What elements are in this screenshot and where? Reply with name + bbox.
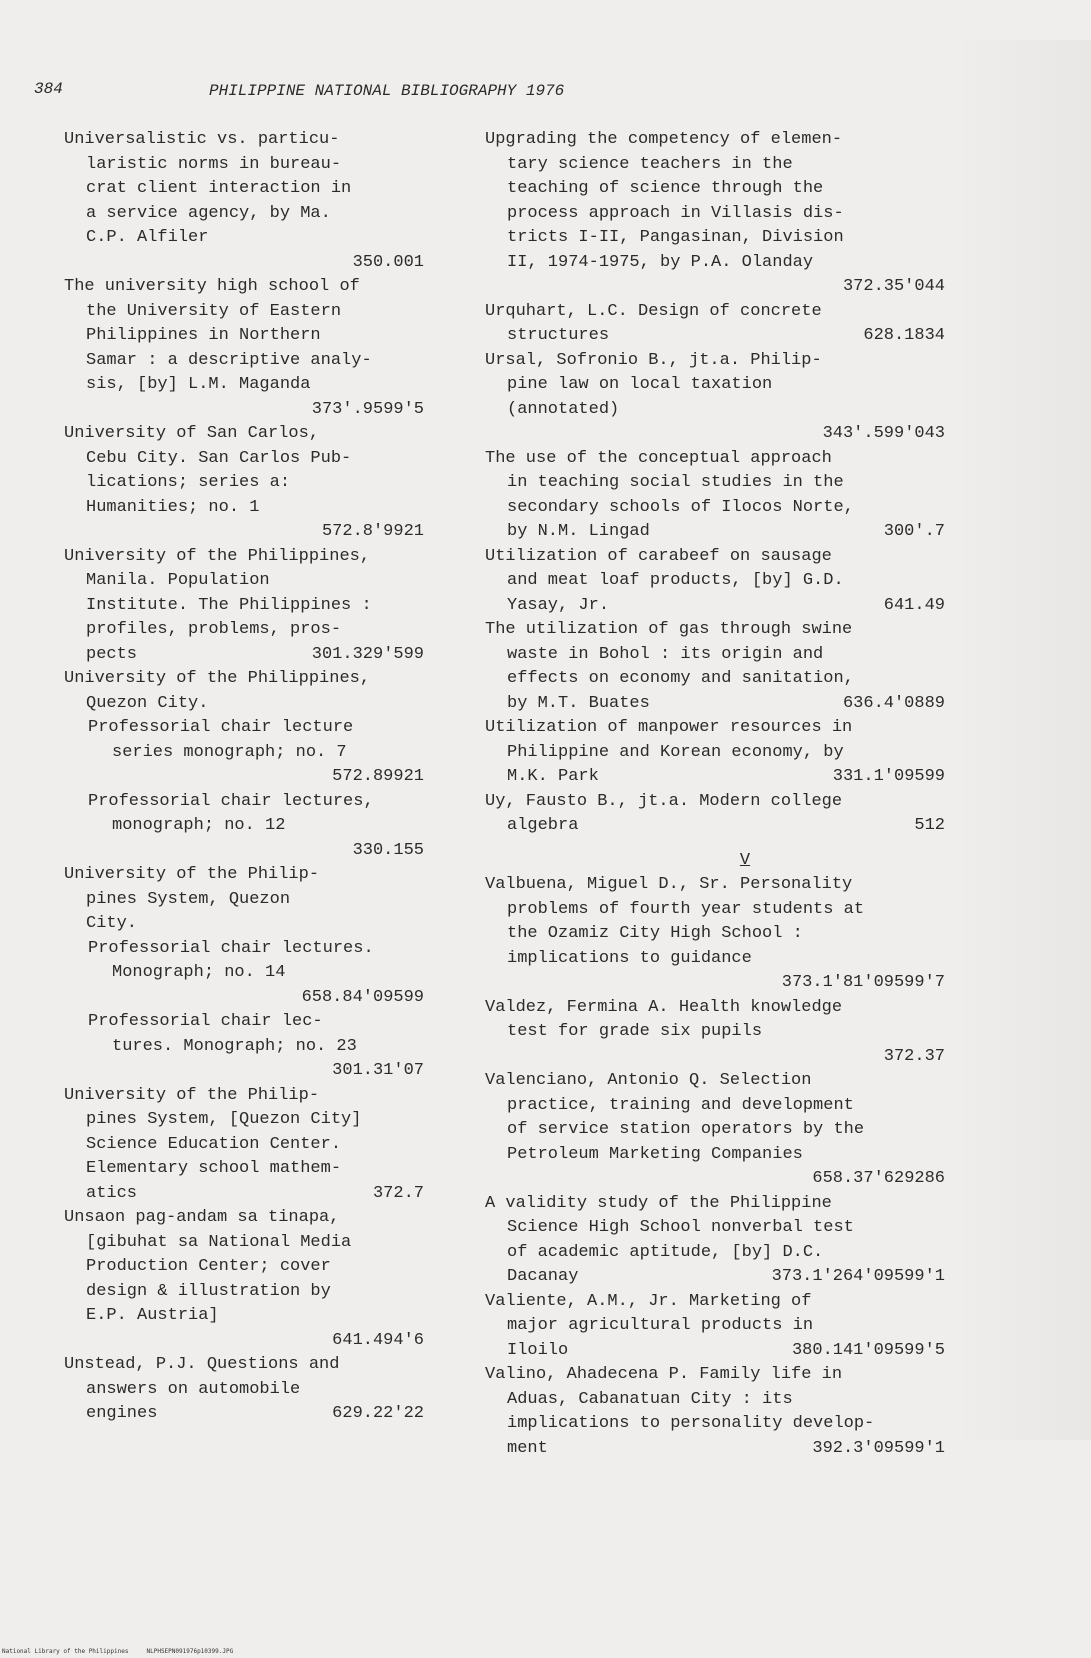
bibliography-entry — [64, 275, 424, 422]
entry-line: by N.M. Lingad — [507, 522, 650, 541]
entry-line: waste in Bohol : its origin and — [507, 644, 824, 664]
call-number: 372.35'044 — [842, 277, 945, 296]
entry-line: Uy, Fausto B., jt.a. Modern college — [485, 791, 843, 811]
entry-line: University of the Philippines, — [64, 546, 371, 566]
entry-line: a service agency, by Ma. — [86, 203, 331, 223]
call-number: 373.1'264'09599'1 — [771, 1267, 945, 1286]
entry-line: The use of the conceptual approach — [485, 448, 832, 468]
entry-line: atics — [86, 1183, 138, 1203]
entry-line: process approach in Villasis dis- — [507, 203, 844, 223]
call-number: 372.37 — [883, 1046, 945, 1066]
entry-line: M.K. Park — [507, 767, 599, 786]
entry-line: and meat loaf products, [by] G.D. — [507, 571, 844, 590]
entry-line: major agricultural products in — [507, 1316, 814, 1335]
entry-line: answers on automobile — [86, 1379, 301, 1399]
bibliography-entry — [485, 716, 945, 790]
entry-line: Quezon City. — [86, 693, 209, 713]
entry-last-line — [485, 692, 945, 717]
entry-line: Cebu City. San Carlos Pub- — [86, 448, 352, 468]
bibliography-entry — [485, 996, 945, 1070]
entry-line: [gibuhat sa National Media — [86, 1232, 352, 1252]
entry-line: Humanities; no. 1 — [86, 497, 260, 517]
bibliography-entry — [485, 618, 945, 716]
entry-line: practice, training and development — [507, 1095, 854, 1115]
entry-last-line — [485, 520, 945, 545]
bibliography-entry — [64, 863, 424, 937]
bibliography-entry — [485, 300, 945, 349]
entry-line: Petroleum Marketing Companies — [507, 1144, 803, 1164]
call-number: 628.1834 — [863, 326, 945, 345]
entry-line: algebra — [507, 816, 579, 835]
bibliography-entry — [64, 1010, 424, 1084]
entry-line: Professorial chair lecture — [88, 718, 354, 737]
entry-line: implications to guidance — [507, 948, 752, 968]
entry-line: effects on economy and sanitation, — [507, 669, 854, 688]
bibliography-entry — [64, 790, 424, 864]
entry-line: The utilization of gas through swine — [485, 620, 853, 639]
entry-line: tures. Monograph; no. 23 — [112, 1036, 357, 1056]
entry-last-line — [64, 643, 424, 668]
entry-last-line — [64, 1182, 424, 1207]
entry-line: Professorial chair lectures. — [88, 938, 374, 958]
page-title: PHILIPPINE NATIONAL BIBLIOGRAPHY 1976 — [209, 82, 565, 100]
entry-line: test for grade six pupils — [507, 1022, 763, 1041]
entry-line: of academic aptitude, [by] D.C. — [507, 1242, 824, 1262]
call-number: 641.49 — [883, 595, 945, 615]
bibliography-entry — [64, 422, 424, 545]
entry-line: Production Center; cover — [86, 1257, 331, 1276]
call-number: 301.31'07 — [332, 1061, 424, 1080]
entry-line: University of San Carlos, — [64, 424, 320, 443]
entry-line: Valino, Ahadecena P. Family life in — [485, 1365, 843, 1384]
bibliography-entry — [64, 1206, 424, 1353]
entry-line: the Ozamiz City High School : — [507, 924, 803, 943]
entry-last-line — [485, 324, 945, 349]
entry-line: teaching of science through the — [507, 179, 824, 198]
entry-line: Utilization of carabeef on sausage — [485, 546, 832, 566]
bibliography-entry — [485, 1069, 945, 1192]
entry-line: Valenciano, Antonio Q. Selection — [485, 1071, 812, 1090]
entry-line: The university high school of — [64, 277, 360, 296]
bibliography-entry — [485, 1290, 945, 1364]
left-column — [64, 128, 424, 1427]
entry-line: pines System, [Quezon City] — [86, 1110, 362, 1129]
entry-line: the University of Eastern — [86, 301, 342, 321]
call-number: 636.4'0889 — [842, 693, 945, 713]
entry-line: Valdez, Fermina A. Health knowledge — [485, 997, 843, 1017]
call-number: 350.001 — [352, 252, 424, 272]
entry-line: Institute. The Philippines : — [86, 595, 372, 615]
entry-line: Valbuena, Miguel D., Sr. Personality — [485, 875, 853, 894]
entry-line: University of the Philip- — [64, 865, 320, 884]
entry-line: Iloilo — [507, 1340, 569, 1360]
call-number: 392.3'09599'1 — [812, 1438, 945, 1458]
entry-line: in teaching social studies in the — [507, 473, 844, 492]
bibliography-entry — [485, 128, 945, 300]
entry-line: Science High School nonverbal test — [507, 1218, 854, 1237]
entry-line: tricts I-II, Pangasinan, Division — [507, 228, 844, 247]
entry-line: Philippines in Northern — [86, 326, 321, 345]
entry-line: Manila. Population — [86, 571, 270, 590]
entry-line: laristic norms in bureau- — [86, 154, 342, 174]
entry-last-line — [485, 765, 945, 790]
entry-last-line — [485, 1339, 945, 1364]
bibliography-entry — [64, 1353, 424, 1427]
entry-line: implications to personality develop- — [507, 1414, 875, 1433]
entry-line: Unsaon pag-andam sa tinapa, — [64, 1208, 340, 1227]
call-number: 373'.9599'5 — [311, 399, 424, 419]
entry-line: Ursal, Sofronio B., jt.a. Philip- — [485, 350, 822, 370]
entry-line: pines System, Quezon — [86, 889, 291, 909]
bibliography-entry — [64, 937, 424, 1011]
scan-footer: National Library of the Philippines NLPHSEPN091976p10399.JPG — [2, 1648, 234, 1655]
entry-last-line — [485, 1265, 945, 1290]
bibliography-entry — [485, 447, 945, 545]
entry-last-line — [485, 814, 945, 839]
entry-line: Philippine and Korean economy, by — [507, 742, 844, 762]
entry-line: lications; series a: — [86, 473, 291, 492]
bibliography-entry — [485, 545, 945, 619]
call-number: 301.329'599 — [311, 644, 424, 664]
entry-line: Science Education Center. — [86, 1134, 342, 1154]
entry-line: sis, [by] L.M. Maganda — [86, 375, 311, 394]
call-number: 658.84'09599 — [301, 987, 424, 1007]
entry-line: University of the Philippines, — [64, 669, 371, 688]
entry-line: Universalistic vs. particu- — [64, 130, 340, 149]
entry-line: City. — [86, 914, 138, 933]
call-number: 330.155 — [352, 840, 424, 860]
bibliography-entry — [64, 128, 424, 275]
entry-line: Yasay, Jr. — [507, 595, 610, 615]
call-number: 300'.7 — [883, 522, 945, 541]
entry-line: profiles, problems, pros- — [86, 620, 342, 639]
call-number: 629.22'22 — [332, 1404, 424, 1423]
entry-line: monograph; no. 12 — [112, 816, 286, 835]
entry-line: by M.T. Buates — [507, 693, 650, 713]
entry-line: ment — [507, 1438, 548, 1458]
bibliography-entry — [485, 873, 945, 996]
call-number: 512 — [914, 816, 945, 835]
bibliography-entry — [485, 1363, 945, 1461]
call-number: 372.7 — [372, 1183, 424, 1203]
call-number: 331.1'09599 — [832, 767, 945, 786]
entry-line: University of the Philip- — [64, 1085, 320, 1105]
bibliography-entry — [64, 716, 424, 790]
entry-line: Dacanay — [507, 1267, 579, 1286]
entry-line: A validity study of the Philippine — [485, 1193, 832, 1213]
entry-line: (annotated) — [507, 399, 620, 419]
bleed-through-shadow — [951, 40, 1091, 1440]
call-number: 343'.599'043 — [822, 424, 945, 443]
entry-line: secondary schools of Ilocos Norte, — [507, 497, 854, 517]
call-number: 641.494'6 — [332, 1330, 424, 1350]
entry-line: Elementary school mathem- — [86, 1159, 342, 1178]
bibliography-entry — [64, 1084, 424, 1207]
entry-line: tary science teachers in the — [507, 154, 793, 174]
bibliography-entry — [485, 1192, 945, 1290]
entry-line: C.P. Alfiler — [86, 228, 209, 247]
entry-line: pine law on local taxation — [507, 375, 773, 394]
entry-line: crat client interaction in — [86, 179, 352, 198]
entry-line: Valiente, A.M., Jr. Marketing of — [485, 1291, 812, 1311]
entry-line: pects — [86, 644, 138, 664]
entry-line: Professorial chair lec- — [88, 1012, 323, 1031]
entry-line: Urquhart, L.C. Design of concrete — [485, 301, 822, 321]
right-column — [485, 128, 945, 1461]
page-number: 384 — [34, 80, 63, 98]
entry-line: E.P. Austria] — [86, 1306, 219, 1325]
entry-line: of service station operators by the — [507, 1120, 865, 1139]
entry-line: structures — [507, 326, 610, 345]
entry-line: Professorial chair lectures, — [88, 791, 374, 811]
entry-last-line — [485, 1437, 945, 1462]
entry-line: Upgrading the competency of elemen- — [485, 130, 843, 149]
call-number: 572.8'9921 — [321, 522, 424, 541]
call-number: 373.1'81'09599'7 — [781, 973, 945, 992]
bibliography-entry — [64, 667, 424, 716]
call-number: 658.37'629286 — [812, 1169, 945, 1188]
section-letter: V — [739, 850, 751, 870]
entry-last-line — [485, 594, 945, 619]
entry-line: Monograph; no. 14 — [112, 963, 286, 982]
entry-line: II, 1974-1975, by P.A. Olanday — [507, 252, 814, 272]
call-number: 380.141'09599'5 — [791, 1340, 945, 1360]
entry-line: Aduas, Cabanatuan City : its — [507, 1389, 793, 1409]
bibliography-entry — [64, 545, 424, 668]
entry-line: series monograph; no. 7 — [112, 742, 347, 762]
entry-line: Unstead, P.J. Questions and — [64, 1355, 340, 1374]
entry-line: problems of fourth year students at — [507, 899, 865, 919]
entry-last-line — [64, 1402, 424, 1427]
call-number: 572.89921 — [332, 767, 424, 786]
entry-line: Utilization of manpower resources in — [485, 718, 853, 737]
entry-line: Samar : a descriptive analy- — [86, 350, 372, 370]
bibliography-entry — [485, 349, 945, 447]
entry-line: engines — [86, 1404, 158, 1423]
bibliography-entry — [485, 790, 945, 839]
entry-line: design & illustration by — [86, 1281, 331, 1301]
